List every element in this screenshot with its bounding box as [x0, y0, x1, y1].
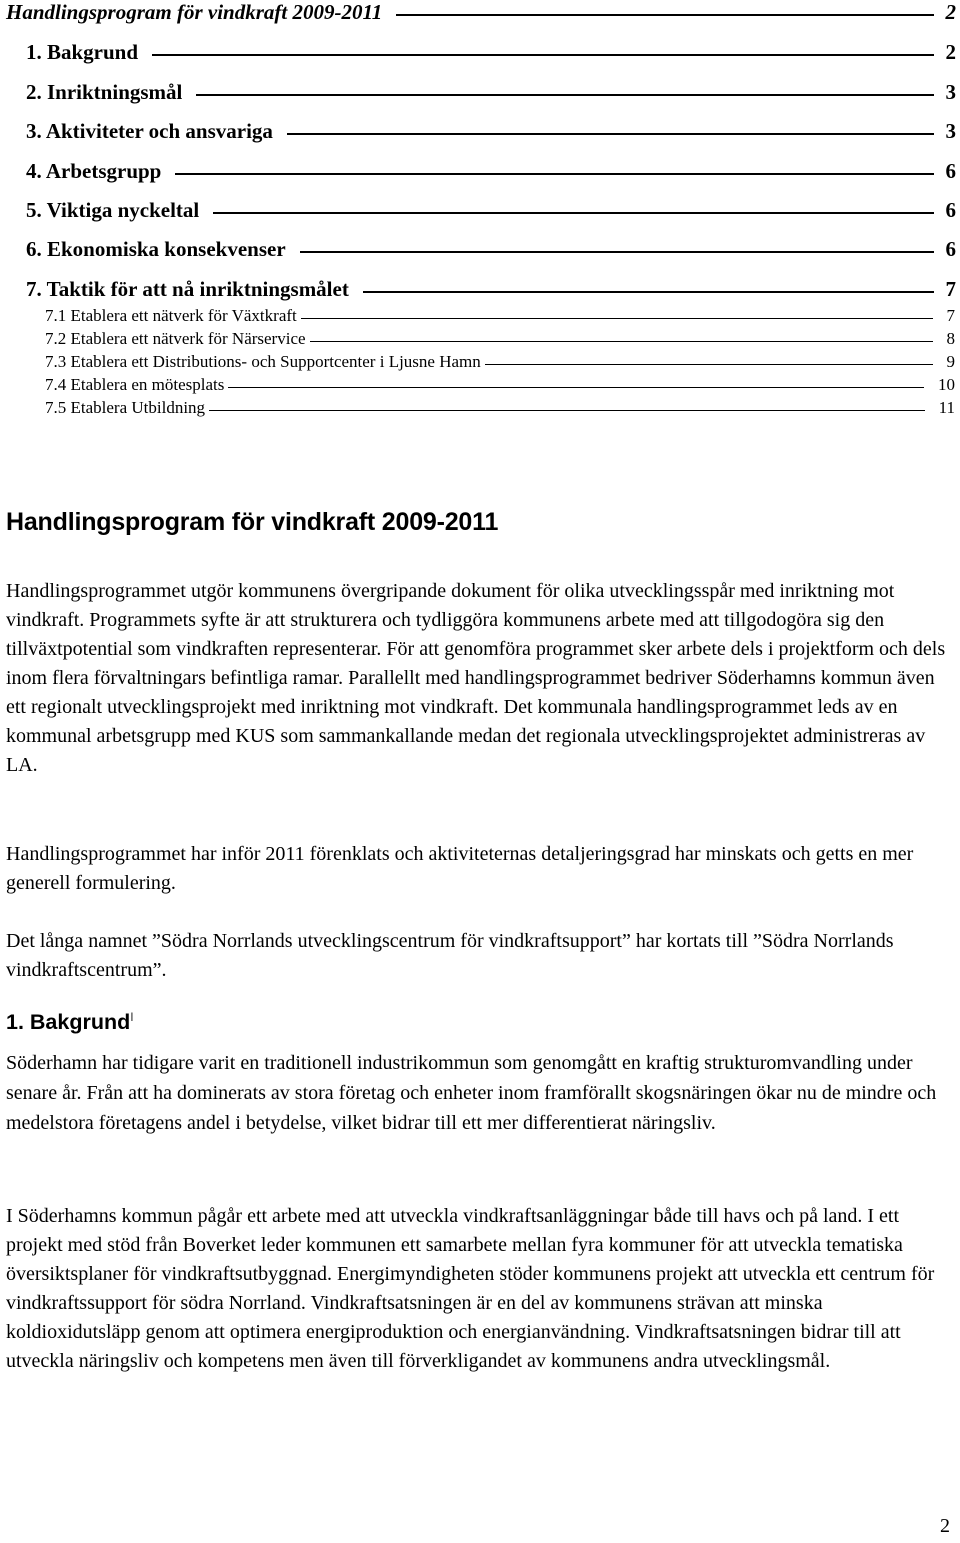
section-heading-bakgrund — [6, 1010, 134, 1035]
toc-leader-line — [175, 173, 933, 175]
page-number: 2 — [940, 1515, 950, 1537]
toc-entry-label: 5. Viktiga nyckeltal — [26, 198, 200, 222]
toc-entry-label: 7.1 Etablera ett nätverk för Växtkraft — [45, 306, 297, 325]
toc-entry-page: 6 — [945, 198, 956, 222]
toc-leader-line — [485, 364, 933, 365]
toc-entry-label: Handlingsprogram för vindkraft 2009-2011 — [6, 0, 383, 24]
bakgrund-paragraph: Söderhamn har tidigare varit en traditionell industrikommun som genomgått en kraftig strukturomvandling under senare år. Från att ha dominerats av stora företag och enheter inom framförallt skogsnäringen ökar nu de mindre och medelstora företagens andel i betydelse, vilket bidrar till ett mer differentierat näringsliv. — [6, 1052, 937, 1134]
toc-entry[interactable] — [26, 40, 956, 65]
toc-entry[interactable] — [45, 306, 955, 326]
toc-leader-line — [310, 341, 933, 342]
toc-entry-page: 9 — [946, 352, 955, 371]
toc-entry[interactable] — [26, 277, 956, 302]
intro-paragraph: Handlingsprogrammet utgör kommunens övergripande dokument för olika utvecklingsspår med inriktning mot vindkraft. Programmets syfte är att strukturera och tydliggöra kommunens arbete med att tillgodogöra sig den tillväxtpotential som vindkraften representerar. För att genomföra programmet sker arbete dels i projektform och dels inom flera förvaltningars befintliga ramar. Parallellt med handlingsprogrammet bedriver Söderhamns kommun även ett regionalt utvecklingsprojekt med inriktning mot vindkraft. Det kommunala handlingsprogrammet leds av en kommunal arbetsgrupp med KUS som sammankallande medan det regionala utvecklingsprojektet administreras av LA. — [6, 580, 946, 776]
toc-entry[interactable] — [26, 198, 956, 223]
toc-entry-page: 8 — [946, 329, 955, 348]
toc-entry[interactable] — [26, 119, 956, 144]
toc-entry-label: 7.3 Etablera ett Distributions- och Supportcenter i Ljusne Hamn — [45, 352, 481, 371]
toc-entry-page: 11 — [938, 398, 955, 417]
toc-entry-page: 6 — [945, 159, 956, 183]
toc-entry-page: 2 — [945, 0, 956, 24]
toc-entry[interactable] — [6, 0, 956, 25]
toc-leader-line — [196, 94, 933, 96]
toc-entry-page: 2 — [945, 40, 956, 64]
toc-entry[interactable] — [45, 398, 955, 418]
toc-leader-line — [301, 318, 933, 319]
toc-leader-line — [300, 251, 934, 253]
toc-entry-label: 3. Aktiviteter och ansvariga — [26, 119, 273, 143]
section-heading-text: 1. Bakgrund — [6, 1010, 131, 1035]
toc-leader-line — [152, 54, 933, 56]
toc-entry[interactable] — [26, 237, 956, 262]
toc-entry-label: 2. Inriktningsmål — [26, 80, 183, 104]
toc-entry[interactable] — [26, 159, 956, 184]
toc-entry-page: 7 — [946, 306, 955, 325]
toc-leader-line — [287, 133, 934, 135]
toc-entry[interactable] — [45, 329, 955, 349]
toc-entry-label: 7. Taktik för att nå inriktningsmålet — [26, 277, 349, 301]
toc-entry-label: 4. Arbetsgrupp — [26, 159, 162, 183]
main-heading: Handlingsprogram för vindkraft 2009-2011 — [6, 508, 499, 536]
intro-paragraph: Det långa namnet ”Södra Norrlands utvecklingscentrum för vindkraftsupport” har kortats till ”Södra Norrlands vindkraftscentrum”. — [6, 930, 894, 981]
toc-entry-label: 7.4 Etablera en mötesplats — [45, 375, 225, 394]
toc-entry-label: 7.2 Etablera ett nätverk för Närservice — [45, 329, 306, 348]
toc-entry-label: 6. Ekonomiska konsekvenser — [26, 237, 286, 261]
toc-entry[interactable] — [45, 352, 955, 372]
toc-entry-page: 10 — [938, 375, 955, 394]
toc-entry-page: 3 — [945, 80, 956, 104]
toc-entry-page: 7 — [945, 277, 956, 301]
toc-leader-line — [213, 212, 933, 214]
footnote-mark[interactable]: I — [130, 1010, 134, 1024]
toc-entry-page: 6 — [945, 237, 956, 261]
toc-leader-line — [228, 387, 924, 388]
toc-entry[interactable] — [26, 80, 956, 105]
intro-paragraph: Handlingsprogrammet har inför 2011 förenklats och aktiviteternas detaljeringsgrad har minskats och getts en mer generell formulering. — [6, 843, 914, 894]
toc-leader-line — [363, 291, 934, 293]
toc-leader-line — [396, 14, 933, 16]
toc-entry-label: 1. Bakgrund — [26, 40, 139, 64]
toc-entry-page: 3 — [945, 119, 956, 143]
toc-entry[interactable] — [45, 375, 955, 395]
toc-entry-label: 7.5 Etablera Utbildning — [45, 398, 206, 417]
bakgrund-paragraph: I Söderhamns kommun pågår ett arbete med att utveckla vindkraftsanläggningar både till havs och på land. I ett projekt med stöd från Boverket leder kommunen ett samarbete mellan fyra kommuner för att utveckla tematiska översiktsplaner för vindkraftsutbyggnad. Energimyndigheten stöder kommunens projekt att utveckla ett centrum för vindkraftssupport för södra Norrland. Vindkraftsatsningen är en del av kommunens strävan att minska koldioxidutsläpp genom att optimera energiproduktion och energianvändning. Vindkraftsatsningen bidrar till att utveckla näringsliv och kompetens men även till förverkligandet av kommunens andra utvecklingsmål. — [6, 1205, 935, 1372]
toc-leader-line — [209, 410, 925, 411]
